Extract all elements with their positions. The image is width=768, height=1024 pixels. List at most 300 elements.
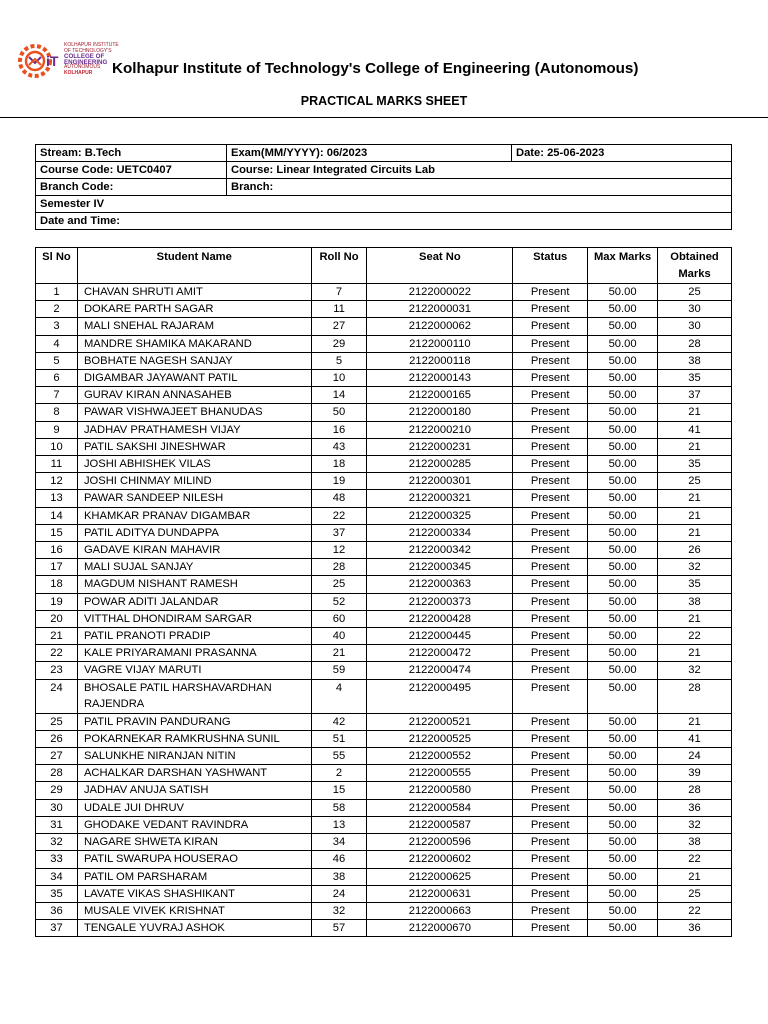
course-cell: Course: Linear Integrated Circuits Lab: [227, 162, 732, 179]
cell-roll-no: 50: [311, 404, 367, 421]
cell-max-marks: 50.00: [588, 370, 658, 387]
table-row: [36, 851, 732, 868]
cell-seat-no: 2122000062: [367, 318, 513, 335]
cell-seat-no: 2122000118: [367, 352, 513, 369]
table-row: [36, 473, 732, 490]
cell-obtained-marks: 21: [658, 490, 732, 507]
cell-status: Present: [513, 542, 588, 559]
cell-student-name: PAWAR VISHWAJEET BHANUDAS: [77, 404, 311, 421]
cell-max-marks: 50.00: [588, 318, 658, 335]
cell-roll-no: 14: [311, 387, 367, 404]
cell-roll-no: 55: [311, 748, 367, 765]
cell-status: Present: [513, 387, 588, 404]
cell-max-marks: 50.00: [588, 576, 658, 593]
stream-cell: Stream: B.Tech: [36, 145, 227, 162]
cell-obtained-marks: 21: [658, 404, 732, 421]
cell-sl-no: 30: [36, 799, 78, 816]
cell-status: Present: [513, 885, 588, 902]
cell-obtained-marks: 37: [658, 387, 732, 404]
cell-max-marks: 50.00: [588, 765, 658, 782]
cell-roll-no: 24: [311, 885, 367, 902]
cell-roll-no: 13: [311, 816, 367, 833]
cell-sl-no: 35: [36, 885, 78, 902]
cell-status: Present: [513, 352, 588, 369]
cell-seat-no: 2122000552: [367, 748, 513, 765]
cell-status: Present: [513, 318, 588, 335]
cell-obtained-marks: 30: [658, 301, 732, 318]
cell-max-marks: 50.00: [588, 542, 658, 559]
cell-roll-no: 51: [311, 730, 367, 747]
cell-student-name: TENGALE YUVRAJ ASHOK: [77, 920, 311, 937]
logo-line: KOLHAPUR INSTITUTE: [64, 42, 119, 48]
cell-status: Present: [513, 816, 588, 833]
cell-sl-no: 21: [36, 628, 78, 645]
cell-max-marks: 50.00: [588, 438, 658, 455]
cell-status: Present: [513, 679, 588, 713]
cell-student-name: LAVATE VIKAS SHASHIKANT: [77, 885, 311, 902]
table-row: [36, 370, 732, 387]
divider: [0, 117, 768, 118]
cell-status: Present: [513, 370, 588, 387]
info-row: [36, 196, 732, 213]
cell-obtained-marks: 28: [658, 679, 732, 713]
cell-student-name: ACHALKAR DARSHAN YASHWANT: [77, 765, 311, 782]
cell-student-name: NAGARE SHWETA KIRAN: [77, 834, 311, 851]
cell-sl-no: 9: [36, 421, 78, 438]
cell-obtained-marks: 25: [658, 473, 732, 490]
cell-obtained-marks: 32: [658, 559, 732, 576]
cell-roll-no: 15: [311, 782, 367, 799]
exam-info-table: [35, 144, 732, 230]
table-header-row: [36, 248, 732, 284]
branch-cell: Branch:: [227, 179, 732, 196]
cell-max-marks: 50.00: [588, 816, 658, 833]
cell-roll-no: 60: [311, 610, 367, 627]
cell-obtained-marks: 28: [658, 782, 732, 799]
logo-line: AUTONOMOUS: [64, 64, 101, 71]
cell-sl-no: 28: [36, 765, 78, 782]
cell-roll-no: 11: [311, 301, 367, 318]
table-row: [36, 610, 732, 627]
cell-max-marks: 50.00: [588, 645, 658, 662]
cell-status: Present: [513, 438, 588, 455]
cell-seat-no: 2122000180: [367, 404, 513, 421]
cell-sl-no: 31: [36, 816, 78, 833]
cell-student-name: PATIL OM PARSHARAM: [77, 868, 311, 885]
table-row: [36, 559, 732, 576]
cell-roll-no: 19: [311, 473, 367, 490]
cell-max-marks: 50.00: [588, 559, 658, 576]
cell-seat-no: 2122000342: [367, 542, 513, 559]
cell-student-name: VITTHAL DHONDIRAM SARGAR: [77, 610, 311, 627]
cell-max-marks: 50.00: [588, 421, 658, 438]
cell-student-name: UDALE JUI DHRUV: [77, 799, 311, 816]
table-row: [36, 301, 732, 318]
cell-sl-no: 2: [36, 301, 78, 318]
cell-sl-no: 36: [36, 902, 78, 919]
cell-status: Present: [513, 576, 588, 593]
cell-status: Present: [513, 902, 588, 919]
cell-max-marks: 50.00: [588, 730, 658, 747]
cell-roll-no: 38: [311, 868, 367, 885]
cell-obtained-marks: 26: [658, 542, 732, 559]
course-code-cell: Course Code: UETC0407: [36, 162, 227, 179]
cell-sl-no: 24: [36, 679, 78, 713]
cell-student-name: DIGAMBAR JAYAWANT PATIL: [77, 370, 311, 387]
cell-sl-no: 13: [36, 490, 78, 507]
cell-obtained-marks: 39: [658, 765, 732, 782]
table-row: [36, 730, 732, 747]
cell-student-name: VAGRE VIJAY MARUTI: [77, 662, 311, 679]
cell-status: Present: [513, 610, 588, 627]
cell-status: Present: [513, 851, 588, 868]
cell-roll-no: 12: [311, 542, 367, 559]
cell-max-marks: 50.00: [588, 885, 658, 902]
cell-seat-no: 2122000285: [367, 456, 513, 473]
cell-roll-no: 59: [311, 662, 367, 679]
cell-seat-no: 2122000321: [367, 490, 513, 507]
cell-student-name: PATIL PRAVIN PANDURANG: [77, 713, 311, 730]
table-row: [36, 456, 732, 473]
cell-sl-no: 3: [36, 318, 78, 335]
cell-roll-no: 5: [311, 352, 367, 369]
table-row: [36, 902, 732, 919]
cell-roll-no: 42: [311, 713, 367, 730]
cell-roll-no: 37: [311, 524, 367, 541]
cell-obtained-marks: 21: [658, 507, 732, 524]
cell-max-marks: 50.00: [588, 524, 658, 541]
cell-obtained-marks: 38: [658, 352, 732, 369]
cell-seat-no: 2122000602: [367, 851, 513, 868]
cell-status: Present: [513, 301, 588, 318]
table-row: [36, 920, 732, 937]
cell-obtained-marks: 35: [658, 576, 732, 593]
cell-roll-no: 46: [311, 851, 367, 868]
cell-seat-no: 2122000670: [367, 920, 513, 937]
cell-roll-no: 52: [311, 593, 367, 610]
cell-roll-no: 43: [311, 438, 367, 455]
table-row: [36, 885, 732, 902]
cell-sl-no: 22: [36, 645, 78, 662]
cell-sl-no: 1: [36, 284, 78, 301]
cell-roll-no: 2: [311, 765, 367, 782]
cell-obtained-marks: 21: [658, 713, 732, 730]
col-seat-no: Seat No: [367, 248, 513, 284]
cell-max-marks: 50.00: [588, 713, 658, 730]
table-row: [36, 490, 732, 507]
col-max-marks: Max Marks: [588, 248, 658, 284]
cell-sl-no: 15: [36, 524, 78, 541]
cell-obtained-marks: 21: [658, 610, 732, 627]
table-row: [36, 713, 732, 730]
cell-seat-no: 2122000631: [367, 885, 513, 902]
branch-code-cell: Branch Code:: [36, 179, 227, 196]
cell-roll-no: 48: [311, 490, 367, 507]
cell-student-name: JADHAV PRATHAMESH VIJAY: [77, 421, 311, 438]
cell-max-marks: 50.00: [588, 748, 658, 765]
cell-status: Present: [513, 799, 588, 816]
cell-status: Present: [513, 868, 588, 885]
cell-sl-no: 37: [36, 920, 78, 937]
cell-roll-no: 40: [311, 628, 367, 645]
date-time-cell: Date and Time:: [36, 213, 732, 230]
cell-student-name: JOSHI CHINMAY MILIND: [77, 473, 311, 490]
cell-roll-no: 21: [311, 645, 367, 662]
cell-student-name: PAWAR SANDEEP NILESH: [77, 490, 311, 507]
cell-seat-no: 2122000022: [367, 284, 513, 301]
cell-seat-no: 2122000210: [367, 421, 513, 438]
table-row: [36, 868, 732, 885]
cell-status: Present: [513, 628, 588, 645]
cell-max-marks: 50.00: [588, 456, 658, 473]
table-row: [36, 284, 732, 301]
cell-sl-no: 19: [36, 593, 78, 610]
cell-sl-no: 25: [36, 713, 78, 730]
info-row: [36, 179, 732, 196]
cell-seat-no: 2122000110: [367, 335, 513, 352]
cell-sl-no: 8: [36, 404, 78, 421]
semester-cell: Semester IV: [36, 196, 732, 213]
cell-obtained-marks: 21: [658, 868, 732, 885]
cell-sl-no: 20: [36, 610, 78, 627]
cell-roll-no: 10: [311, 370, 367, 387]
cell-student-name: MANDRE SHAMIKA MAKARAND: [77, 335, 311, 352]
cell-sl-no: 14: [36, 507, 78, 524]
cell-status: Present: [513, 920, 588, 937]
cell-seat-no: 2122000555: [367, 765, 513, 782]
cell-student-name: MALI SNEHAL RAJARAM: [77, 318, 311, 335]
cell-sl-no: 26: [36, 730, 78, 747]
cell-roll-no: 58: [311, 799, 367, 816]
col-roll-no: Roll No: [311, 248, 367, 284]
cell-obtained-marks: 38: [658, 593, 732, 610]
cell-student-name: SALUNKHE NIRANJAN NITIN: [77, 748, 311, 765]
cell-seat-no: 2122000334: [367, 524, 513, 541]
table-row: [36, 593, 732, 610]
cell-obtained-marks: 28: [658, 335, 732, 352]
cell-sl-no: 23: [36, 662, 78, 679]
cell-sl-no: 34: [36, 868, 78, 885]
cell-seat-no: 2122000231: [367, 438, 513, 455]
cell-max-marks: 50.00: [588, 834, 658, 851]
col-student-name: Student Name: [77, 248, 311, 284]
cell-seat-no: 2122000625: [367, 868, 513, 885]
cell-seat-no: 2122000663: [367, 902, 513, 919]
cell-status: Present: [513, 645, 588, 662]
cell-sl-no: 29: [36, 782, 78, 799]
cell-seat-no: 2122000580: [367, 782, 513, 799]
cell-roll-no: 16: [311, 421, 367, 438]
table-row: [36, 318, 732, 335]
cell-student-name: POKARNEKAR RAMKRUSHNA SUNIL: [77, 730, 311, 747]
cell-obtained-marks: 21: [658, 645, 732, 662]
cell-obtained-marks: 25: [658, 284, 732, 301]
cell-student-name: GURAV KIRAN ANNASAHEB: [77, 387, 311, 404]
info-row: [36, 213, 732, 230]
table-row: [36, 507, 732, 524]
cell-max-marks: 50.00: [588, 593, 658, 610]
cell-roll-no: 32: [311, 902, 367, 919]
cell-status: Present: [513, 473, 588, 490]
cell-student-name: KHAMKAR PRANAV DIGAMBAR: [77, 507, 311, 524]
cell-status: Present: [513, 713, 588, 730]
table-row: [36, 662, 732, 679]
cell-sl-no: 6: [36, 370, 78, 387]
table-row: [36, 799, 732, 816]
col-sl-no: Sl No: [36, 248, 78, 284]
cell-obtained-marks: 32: [658, 662, 732, 679]
cell-seat-no: 2122000596: [367, 834, 513, 851]
cell-student-name: GADAVE KIRAN MAHAVIR: [77, 542, 311, 559]
cell-obtained-marks: 41: [658, 421, 732, 438]
cell-obtained-marks: 32: [658, 816, 732, 833]
cell-status: Present: [513, 765, 588, 782]
cell-max-marks: 50.00: [588, 404, 658, 421]
cell-roll-no: 27: [311, 318, 367, 335]
cell-student-name: BHOSALE PATIL HARSHAVARDHAN RAJENDRA: [77, 679, 311, 713]
cell-max-marks: 50.00: [588, 851, 658, 868]
cell-obtained-marks: 22: [658, 628, 732, 645]
cell-max-marks: 50.00: [588, 610, 658, 627]
cell-max-marks: 50.00: [588, 352, 658, 369]
cell-sl-no: 32: [36, 834, 78, 851]
cell-max-marks: 50.00: [588, 335, 658, 352]
cell-max-marks: 50.00: [588, 799, 658, 816]
table-row: [36, 679, 732, 713]
cell-obtained-marks: 24: [658, 748, 732, 765]
table-row: [36, 524, 732, 541]
cell-status: Present: [513, 404, 588, 421]
cell-max-marks: 50.00: [588, 301, 658, 318]
cell-status: Present: [513, 524, 588, 541]
cell-roll-no: 25: [311, 576, 367, 593]
cell-obtained-marks: 21: [658, 524, 732, 541]
cell-obtained-marks: 25: [658, 885, 732, 902]
table-row: [36, 542, 732, 559]
table-row: [36, 645, 732, 662]
table-row: [36, 816, 732, 833]
table-row: [36, 782, 732, 799]
cell-seat-no: 2122000521: [367, 713, 513, 730]
table-row: [36, 628, 732, 645]
cell-seat-no: 2122000428: [367, 610, 513, 627]
table-row: [36, 352, 732, 369]
cell-student-name: PATIL PRANOTI PRADIP: [77, 628, 311, 645]
cell-max-marks: 50.00: [588, 662, 658, 679]
cell-obtained-marks: 22: [658, 902, 732, 919]
cell-sl-no: 33: [36, 851, 78, 868]
marks-table: [35, 247, 732, 937]
table-row: [36, 335, 732, 352]
info-row: [36, 162, 732, 179]
cell-roll-no: 29: [311, 335, 367, 352]
institute-name: Kolhapur Institute of Technology's College of Engineering (Autonomous): [112, 60, 639, 77]
logo-line: KOLHAPUR: [64, 69, 93, 76]
exam-cell: Exam(MM/YYYY): 06/2023: [227, 145, 512, 162]
table-row: [36, 748, 732, 765]
cell-max-marks: 50.00: [588, 284, 658, 301]
cell-seat-no: 2122000495: [367, 679, 513, 713]
cell-student-name: POWAR ADITI JALANDAR: [77, 593, 311, 610]
cell-seat-no: 2122000525: [367, 730, 513, 747]
cell-seat-no: 2122000587: [367, 816, 513, 833]
cell-seat-no: 2122000472: [367, 645, 513, 662]
cell-max-marks: 50.00: [588, 782, 658, 799]
cell-student-name: KALE PRIYARAMANI PRASANNA: [77, 645, 311, 662]
cell-seat-no: 2122000373: [367, 593, 513, 610]
cell-status: Present: [513, 834, 588, 851]
cell-roll-no: 57: [311, 920, 367, 937]
cell-seat-no: 2122000143: [367, 370, 513, 387]
cell-max-marks: 50.00: [588, 387, 658, 404]
table-row: [36, 404, 732, 421]
cell-status: Present: [513, 662, 588, 679]
cell-status: Present: [513, 782, 588, 799]
cell-sl-no: 4: [36, 335, 78, 352]
cell-status: Present: [513, 593, 588, 610]
cell-obtained-marks: 22: [658, 851, 732, 868]
cell-status: Present: [513, 456, 588, 473]
logo-line: COLLEGE OF: [64, 53, 105, 61]
cell-student-name: PATIL ADITYA DUNDAPPA: [77, 524, 311, 541]
cell-student-name: CHAVAN SHRUTI AMIT: [77, 284, 311, 301]
cell-max-marks: 50.00: [588, 902, 658, 919]
cell-obtained-marks: 41: [658, 730, 732, 747]
cell-seat-no: 2122000363: [367, 576, 513, 593]
cell-roll-no: 34: [311, 834, 367, 851]
cell-status: Present: [513, 490, 588, 507]
col-status: Status: [513, 248, 588, 284]
logo-line: OF TECHNOLOGY'S: [64, 47, 112, 54]
cell-roll-no: 18: [311, 456, 367, 473]
cell-seat-no: 2122000301: [367, 473, 513, 490]
cell-seat-no: 2122000474: [367, 662, 513, 679]
cell-obtained-marks: 35: [658, 370, 732, 387]
cell-max-marks: 50.00: [588, 679, 658, 713]
cell-status: Present: [513, 559, 588, 576]
cell-student-name: JOSHI ABHISHEK VILAS: [77, 456, 311, 473]
cell-status: Present: [513, 748, 588, 765]
cell-max-marks: 50.00: [588, 473, 658, 490]
cell-seat-no: 2122000345: [367, 559, 513, 576]
table-row: [36, 438, 732, 455]
logo-line: ENGINEERING: [64, 58, 108, 66]
page-title: PRACTICAL MARKS SHEET: [300, 94, 468, 108]
table-row: [36, 421, 732, 438]
cell-status: Present: [513, 284, 588, 301]
cell-sl-no: 5: [36, 352, 78, 369]
info-row: [36, 145, 732, 162]
cell-obtained-marks: 35: [658, 456, 732, 473]
cell-student-name: PATIL SWARUPA HOUSERAO: [77, 851, 311, 868]
cell-obtained-marks: 36: [658, 799, 732, 816]
table-row: [36, 576, 732, 593]
cell-roll-no: 7: [311, 284, 367, 301]
col-obtained-marks: Obtained Marks: [658, 248, 732, 284]
cell-max-marks: 50.00: [588, 490, 658, 507]
cell-max-marks: 50.00: [588, 868, 658, 885]
cell-status: Present: [513, 507, 588, 524]
cell-max-marks: 50.00: [588, 628, 658, 645]
cell-sl-no: 12: [36, 473, 78, 490]
cell-status: Present: [513, 730, 588, 747]
cell-roll-no: 28: [311, 559, 367, 576]
cell-obtained-marks: 21: [658, 438, 732, 455]
cell-obtained-marks: 38: [658, 834, 732, 851]
cell-sl-no: 27: [36, 748, 78, 765]
cell-student-name: PATIL SAKSHI JINESHWAR: [77, 438, 311, 455]
cell-max-marks: 50.00: [588, 920, 658, 937]
